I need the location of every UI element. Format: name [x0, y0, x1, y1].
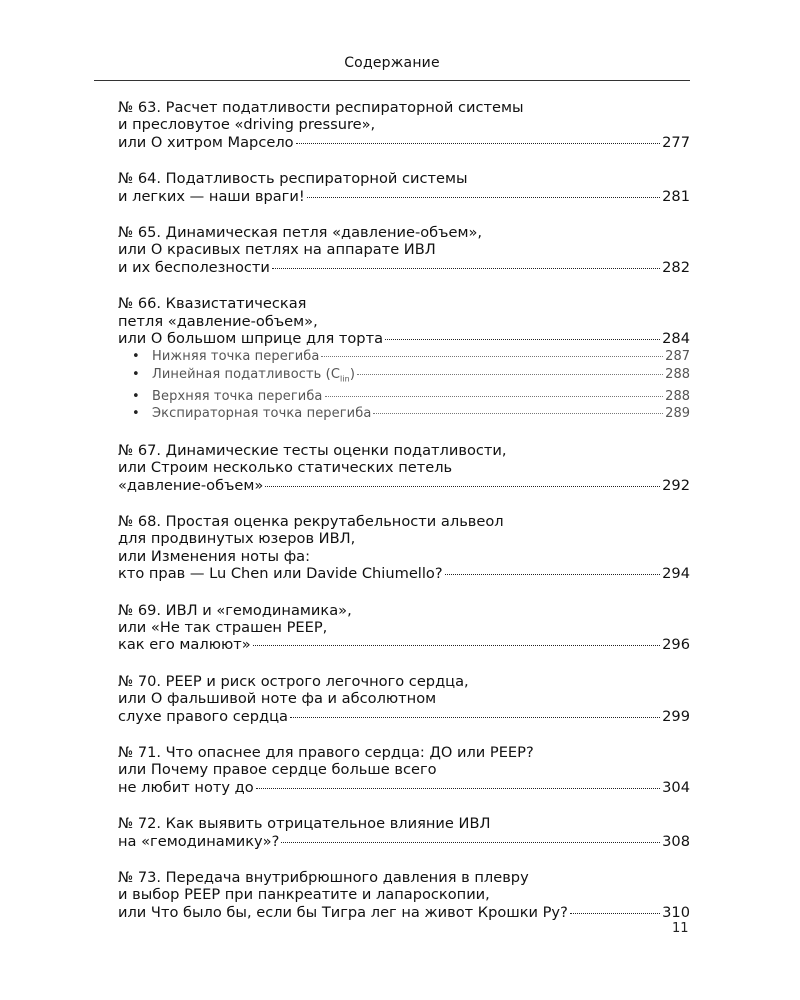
toc-entry-last-line	[118, 134, 690, 151]
toc-entry-line	[118, 313, 690, 330]
dot-leader	[265, 485, 660, 487]
toc-entry-text: или Строим несколько статических петель	[118, 459, 453, 477]
toc-entry-line	[118, 99, 690, 116]
toc-page-number: 289	[665, 406, 690, 422]
dot-leader	[321, 355, 663, 357]
subentry-label: Нижняя точка перегиба	[152, 349, 320, 365]
toc-subentry[interactable]	[118, 388, 690, 405]
toc-subentry[interactable]	[118, 366, 690, 388]
toc-entry-text: кто прав — Lu Chen или Davide Chiumello?	[118, 565, 443, 583]
toc-entry-text: № 68. Простая оценка рекрутабельности альвеол	[118, 512, 504, 530]
toc-entry-line	[118, 116, 690, 133]
dot-leader	[357, 373, 663, 375]
toc-entry[interactable]	[118, 744, 690, 796]
toc-entry-line	[118, 224, 690, 241]
toc-entry-line	[118, 869, 690, 886]
toc-entry-line	[118, 548, 690, 565]
toc-entry[interactable]	[118, 869, 690, 921]
toc-entry-line	[118, 241, 690, 258]
toc-subentries	[118, 348, 690, 422]
toc-entry-last-line	[118, 708, 690, 725]
toc-entry-text: не любит ноту до	[118, 778, 254, 796]
dot-leader	[290, 716, 660, 718]
bullet-icon: •	[132, 406, 140, 422]
toc-entry-line	[118, 690, 690, 707]
toc-entry-line	[118, 886, 690, 903]
toc-entry[interactable]	[118, 99, 690, 151]
toc-entry-last-line	[118, 188, 690, 205]
dot-leader	[307, 196, 660, 198]
toc-entry-line	[118, 295, 690, 312]
toc-entry-text: № 72. Как выявить отрицательное влияние ИВЛ	[118, 815, 491, 833]
toc-page-number: 304	[662, 778, 690, 796]
toc-entry-text: или «Не так страшен PEEP,	[118, 618, 328, 636]
toc-entry-text: № 71. Что опаснее для правого сердца: ДО или PEEP?	[118, 743, 534, 761]
toc-entry[interactable]	[118, 513, 690, 583]
toc-entry[interactable]	[118, 442, 690, 494]
bullet-icon: •	[132, 366, 140, 382]
running-header	[94, 54, 690, 81]
toc-subentry-text	[152, 366, 355, 388]
bullet-icon: •	[132, 388, 140, 404]
toc-entry-text: или О большом шприце для торта	[118, 330, 384, 348]
toc-entry-text: слухе правого сердца	[118, 707, 288, 725]
subentry-label: Экспираторная точка перегиба	[152, 406, 372, 422]
toc-entry-text: или О фальшивой ноте фа и абсолютном	[118, 690, 437, 708]
toc-entry-text: № 73. Передача внутрибрюшного давления в плевру	[118, 869, 529, 886]
toc-entry-text: петля «давление-объем»,	[118, 312, 318, 330]
toc-entry[interactable]	[118, 224, 690, 276]
toc-entry[interactable]	[118, 295, 690, 422]
subentry-label: Верхняя точка перегиба	[152, 388, 323, 404]
dot-leader	[256, 787, 660, 789]
subentry-label: Линейная податливость (C	[152, 366, 341, 382]
toc-entry-text: № 64. Податливость респираторной системы	[118, 170, 468, 188]
bullet-icon: •	[132, 349, 140, 365]
toc-page-number: 282	[662, 258, 690, 276]
toc-entry-text: или О красивых петлях на аппарате ИВЛ	[118, 241, 436, 259]
toc-entry-line	[118, 442, 690, 459]
toc-entry-line	[118, 602, 690, 619]
toc-page-number: 277	[662, 133, 690, 151]
toc-entry-line	[118, 815, 690, 832]
toc-page-number: 284	[662, 330, 690, 348]
toc-entry-text: или Изменения ноты фа:	[118, 547, 311, 565]
toc-entry-line	[118, 513, 690, 530]
toc-subentry-text	[152, 388, 323, 405]
toc-entry-text: или Почему правое сердце больше всего	[118, 761, 437, 779]
header-title: Содержание	[344, 55, 440, 71]
toc-entry-text: № 69. ИВЛ и «гемодинамика»,	[118, 601, 352, 619]
toc-entry-line	[118, 530, 690, 547]
toc-entry-last-line	[118, 259, 690, 276]
toc-entry-line	[118, 744, 690, 761]
toc-page-number: 292	[662, 476, 690, 494]
toc-entry[interactable]	[118, 815, 690, 850]
toc-entry[interactable]	[118, 602, 690, 654]
toc-page-number: 308	[662, 832, 690, 850]
toc-entry-line	[118, 459, 690, 476]
toc-entry-line	[118, 761, 690, 778]
toc-subentry[interactable]	[118, 348, 690, 365]
toc-entry-text: № 63. Расчет податливости респираторной системы	[118, 99, 524, 116]
dot-leader	[296, 142, 661, 144]
toc-entry-text: № 67. Динамические тесты оценки податливости,	[118, 441, 507, 459]
dot-leader	[570, 912, 660, 914]
toc-entry-line	[118, 673, 690, 690]
toc-entry-text: № 66. Квазистатическая	[118, 295, 307, 313]
toc-entry[interactable]	[118, 673, 690, 725]
toc-entry-last-line	[118, 904, 690, 921]
toc-entry-text: и выбор PEEP при панкреатите и лапароскопии,	[118, 886, 490, 904]
toc-page-number: 296	[662, 636, 690, 654]
toc-entry-last-line	[118, 565, 690, 582]
toc-entry-text: или О хитром Марсело	[118, 133, 294, 151]
toc-page-number: 294	[662, 565, 690, 583]
toc-page-number: 288	[665, 366, 690, 382]
toc-subentry-text	[152, 348, 319, 365]
page-number: 11	[672, 921, 689, 936]
toc-entry-text: № 65. Динамическая петля «давление-объем»,	[118, 224, 483, 242]
dot-leader	[373, 412, 663, 414]
toc-page-number: 299	[662, 707, 690, 725]
toc-page-number: 288	[665, 388, 690, 404]
toc-entry-text: для продвинутых юзеров ИВЛ,	[118, 530, 356, 548]
toc-entry-last-line	[118, 636, 690, 653]
dot-leader	[385, 338, 660, 340]
toc-entry-line	[118, 170, 690, 187]
dot-leader	[281, 841, 660, 843]
subentry-label-tail: )	[349, 366, 356, 382]
toc-entry-text: и их бесполезности	[118, 258, 270, 276]
subscript: lin	[340, 374, 350, 384]
toc-entry-text: «давление-объем»	[118, 476, 264, 494]
table-of-contents	[118, 99, 690, 940]
toc-entry[interactable]	[118, 170, 690, 205]
toc-entry-text: на «гемодинамику»?	[118, 832, 280, 850]
toc-page-number: 281	[662, 187, 690, 205]
toc-entry-last-line	[118, 779, 690, 796]
toc-page-number: 310	[662, 903, 690, 921]
dot-leader	[325, 395, 664, 397]
toc-entry-last-line	[118, 330, 690, 347]
toc-subentry[interactable]	[118, 405, 690, 422]
toc-entry-last-line	[118, 477, 690, 494]
toc-subentry-text	[152, 405, 371, 422]
dot-leader	[253, 644, 660, 646]
toc-entry-text: как его малюют»	[118, 636, 251, 654]
dot-leader	[445, 573, 661, 575]
toc-entry-last-line	[118, 833, 690, 850]
toc-entry-text: и пресловутое «driving pressure»,	[118, 116, 376, 134]
toc-page-number: 287	[665, 349, 690, 365]
toc-entry-text: и легких — наши враги!	[118, 187, 305, 205]
toc-entry-text: или Что было бы, если бы Тигра лег на живот Крошки Ру?	[118, 903, 568, 921]
dot-leader	[272, 267, 660, 269]
toc-entry-text: № 70. PEEP и риск острого легочного сердца,	[118, 672, 469, 690]
toc-entry-line	[118, 619, 690, 636]
